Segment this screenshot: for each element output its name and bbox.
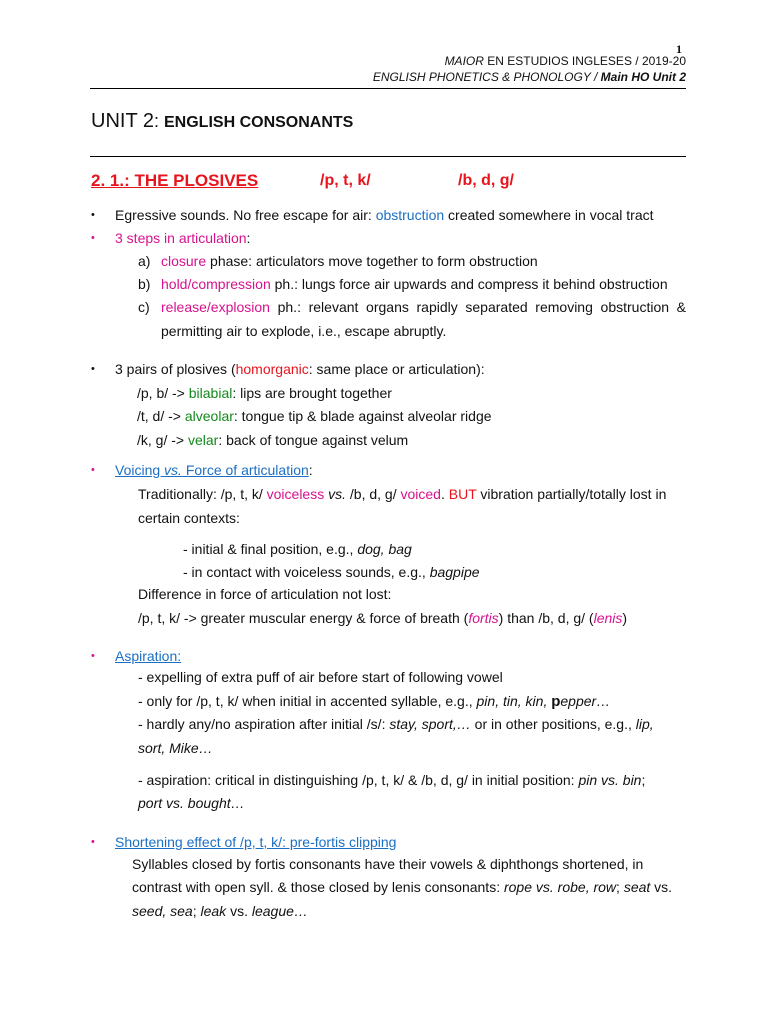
step-b-text: ph.: lungs force air upwards and compress it behind obstruction [270, 276, 668, 292]
voicing-fortis-lenis: /p, t, k/ -> greater muscular energy & force of breath (fortis) than /b, d, g/ (lenis) [138, 610, 628, 626]
header-maior: MAIOR [444, 54, 484, 68]
bullet: • [91, 650, 95, 662]
aspiration-line-3: - hardly any/no aspiration after initial /s/: stay, sport,… or in other positions, e.g., lip, [138, 716, 654, 732]
page-title [91, 110, 353, 133]
steps-heading [115, 228, 250, 248]
pairs-term: homorganic [235, 361, 309, 377]
fortis-term: fortis [468, 610, 499, 626]
voicing-context-1: - initial & final position, e.g., dog, bag [183, 541, 412, 557]
step-c-term: release/explosion [161, 299, 270, 315]
step-a-term: closure [161, 253, 207, 269]
pair-symbols: /p, b/ -> [137, 385, 189, 401]
voicing-difference: Difference in force of articulation not lost: [138, 586, 392, 602]
header-line-1 [445, 54, 686, 68]
step-letter-c: c) [138, 299, 150, 315]
bullet: • [91, 209, 95, 221]
header-program: EN ESTUDIOS INGLESES [483, 54, 632, 68]
pair-symbols: /k, g/ -> [137, 432, 188, 448]
step-c-continuation: permitting air to explode, i.e., escape abruptly. [161, 323, 447, 339]
title-unit: UNIT 2 [91, 110, 154, 132]
pairs-rest: : same place or articulation): [308, 361, 485, 377]
voiced-term: voiced [400, 486, 441, 502]
steps-heading-colon: : [246, 230, 251, 246]
bullet: • [91, 464, 95, 476]
egressive-text: Egressive sounds. No free escape for air: [115, 207, 376, 223]
voicing-context-2: - in contact with voiceless sounds, e.g., bagpipe [183, 564, 480, 580]
pair-alveolar [137, 406, 492, 426]
bullet: • [91, 836, 95, 848]
pair-bilabial [137, 383, 392, 403]
title-rule [90, 156, 686, 157]
shortening-line-1: Syllables closed by fortis consonants have their vowels & diphthongs shortened, in [132, 856, 644, 872]
step-a-text: phase: articulators move together to form obstruction [206, 253, 538, 269]
title-name: ENGLISH CONSONANTS [164, 114, 354, 131]
pairs-line [115, 359, 485, 379]
step-letter-a: a) [138, 253, 151, 269]
pair-place: alveolar [184, 408, 234, 424]
header-unit: Main HO Unit 2 [600, 70, 686, 84]
aspiration-line-2: - only for /p, t, k/ when initial in accented syllable, e.g., pin, tin, kin, pepper… [138, 693, 611, 710]
pair-place: velar [187, 432, 219, 448]
step-c-text: ph.: relevant organs rapidly separated removing obstruction & [269, 299, 686, 315]
pair-symbols: /t, d/ -> [137, 408, 185, 424]
voicing-heading-link: Voicing vs. Force of articulation [115, 462, 309, 478]
aspiration-line-5: - aspiration: critical in distinguishing /p, t, k/ & /b, d, g/ in initial position: pin vs. bin; [138, 772, 646, 788]
lenis-term: lenis [593, 610, 623, 626]
voicing-colon: : [308, 462, 313, 478]
header-course: ENGLISH PHONETICS & PHONOLOGY / [372, 70, 601, 84]
shortening-heading: Shortening effect of /p, t, k/: pre-fortis clipping [115, 834, 397, 850]
step-c [161, 297, 686, 317]
step-b [161, 274, 668, 294]
header-rule [90, 88, 686, 89]
voiced-set: /b, d, g/ [458, 172, 514, 189]
steps-heading-text: 3 steps in articulation [115, 230, 247, 246]
egressive-line [115, 205, 654, 225]
pair-desc: : lips are brought together [232, 385, 392, 401]
aspiration-heading: Aspiration: [115, 648, 182, 664]
pairs-text: 3 pairs of plosives ( [115, 361, 236, 377]
aspiration-line-4: sort, Mike… [138, 740, 213, 756]
step-b-term: hold/compression [161, 276, 271, 292]
egressive-term: obstruction [375, 207, 445, 223]
bullet: • [91, 232, 95, 244]
page-number: 1 [676, 42, 682, 56]
aspiration-line-1: - expelling of extra puff of air before start of following vowel [138, 669, 503, 685]
voiceless-set: /p, t, k/ [320, 172, 371, 189]
title-colon: : [153, 111, 164, 131]
pair-velar [137, 430, 408, 450]
header-line-2 [373, 70, 686, 84]
step-letter-b: b) [138, 276, 151, 292]
shortening-line-3: seed, sea; leak vs. league… [132, 903, 308, 919]
egressive-rest: created somewhere in vocal tract [444, 207, 654, 223]
shortening-line-2: contrast with open syll. & those closed by lenis consonants: rope vs. robe, row; seat vs. [132, 879, 673, 895]
pair-desc: : tongue tip & blade against alveolar ridge [233, 408, 492, 424]
but-term: BUT [448, 486, 477, 502]
voicing-heading [115, 460, 313, 480]
voiceless-term: voiceless [266, 486, 325, 502]
pair-desc: : back of tongue against velum [218, 432, 409, 448]
section-heading [91, 171, 258, 191]
pair-place: bilabial [188, 385, 233, 401]
voicing-line-1: Traditionally: /p, t, k/ voiceless vs. /b, d, g/ voiced. BUT vibration partially/totally lost in [138, 486, 667, 502]
step-a [161, 251, 538, 271]
voicing-line-2: certain contexts: [138, 510, 240, 526]
section-title: 2. 1.: THE PLOSIVES [91, 171, 259, 190]
bullet: • [91, 363, 95, 375]
aspiration-line-6: port vs. bought… [138, 795, 245, 811]
header-year: / 2019-20 [631, 54, 686, 68]
